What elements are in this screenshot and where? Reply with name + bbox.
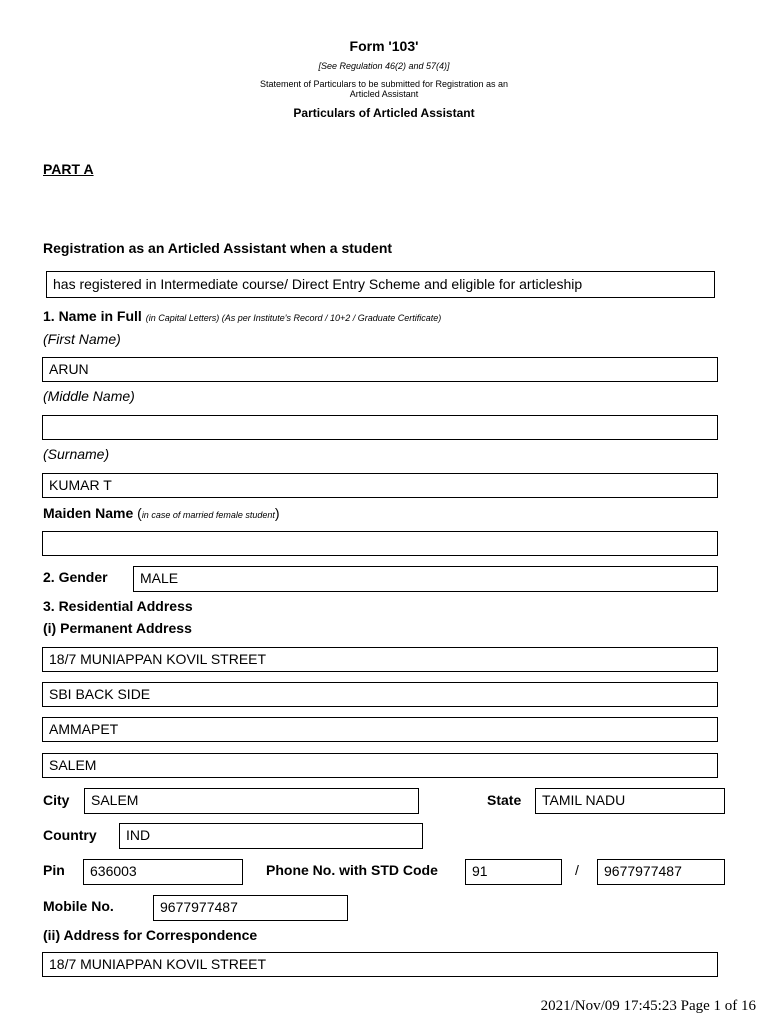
maiden-label-text: Maiden Name: [43, 505, 134, 521]
city-label: City: [43, 792, 70, 808]
particulars-title: Particulars of Articled Assistant: [293, 106, 475, 120]
maiden-close-paren: ): [274, 505, 280, 521]
country-label: Country: [43, 827, 97, 843]
middle-name-label: (Middle Name): [43, 388, 135, 404]
pin-label: Pin: [43, 862, 65, 878]
surname-field[interactable]: KUMAR T: [42, 473, 718, 498]
mobile-label: Mobile No.: [43, 898, 114, 914]
correspondence-line-1-field[interactable]: 18/7 MUNIAPPAN KOVIL STREET: [42, 952, 718, 977]
maiden-open-paren: (: [137, 505, 142, 521]
mobile-field[interactable]: 9677977487: [153, 895, 348, 921]
country-field[interactable]: IND: [119, 823, 423, 849]
first-name-field[interactable]: ARUN: [42, 357, 718, 382]
phone-separator: /: [575, 862, 579, 878]
address-line-2-field[interactable]: SBI BACK SIDE: [42, 682, 718, 707]
permanent-address-heading: (i) Permanent Address: [43, 620, 192, 636]
city-field[interactable]: SALEM: [84, 788, 419, 814]
gender-label: 2. Gender: [43, 569, 108, 585]
gender-field[interactable]: MALE: [133, 566, 718, 592]
surname-label: (Surname): [43, 446, 110, 462]
first-name-label: (First Name): [43, 331, 121, 347]
page-footer-stamp: 2021/Nov/09 17:45:23 Page 1 of 16: [540, 998, 756, 1014]
registration-heading: Registration as an Articled Assistant when a student: [43, 240, 393, 256]
address-line-4-field[interactable]: SALEM: [42, 753, 718, 778]
statement-line-2: Articled Assistant: [349, 89, 419, 99]
state-field[interactable]: TAMIL NADU: [535, 788, 725, 814]
correspondence-address-heading: (ii) Address for Correspondence: [43, 927, 258, 943]
name-in-full-label: [43, 308, 441, 324]
name-label: 1. Name in Full: [43, 308, 142, 324]
phone-label: Phone No. with STD Code: [266, 862, 438, 878]
part-a-heading: PART A: [43, 161, 94, 177]
pin-field[interactable]: 636003: [83, 859, 243, 885]
address-line-1-field[interactable]: 18/7 MUNIAPPAN KOVIL STREET: [42, 647, 718, 672]
std-code-field[interactable]: 91: [465, 859, 562, 885]
phone-number-field[interactable]: 9677977487: [597, 859, 725, 885]
state-label: State: [487, 792, 522, 808]
middle-name-field[interactable]: [42, 415, 718, 440]
maiden-name-field[interactable]: [42, 531, 718, 556]
statement-line-1: Statement of Particulars to be submitted for Registration as an: [259, 79, 509, 89]
residential-address-heading: 3. Residential Address: [43, 598, 193, 614]
registration-status-field[interactable]: has registered in Intermediate course/ Direct Entry Scheme and eligible for articleship: [46, 271, 715, 298]
regulation-reference: [See Regulation 46(2) and 57(4)]: [318, 61, 450, 71]
maiden-name-label: [43, 505, 280, 521]
name-note: (in Capital Letters) (As per Institute's Record / 10+2 / Graduate Certificate): [145, 313, 442, 323]
maiden-note: in case of married female student: [141, 510, 275, 520]
form-title: Form '103': [349, 38, 419, 54]
address-line-3-field[interactable]: AMMAPET: [42, 717, 718, 742]
